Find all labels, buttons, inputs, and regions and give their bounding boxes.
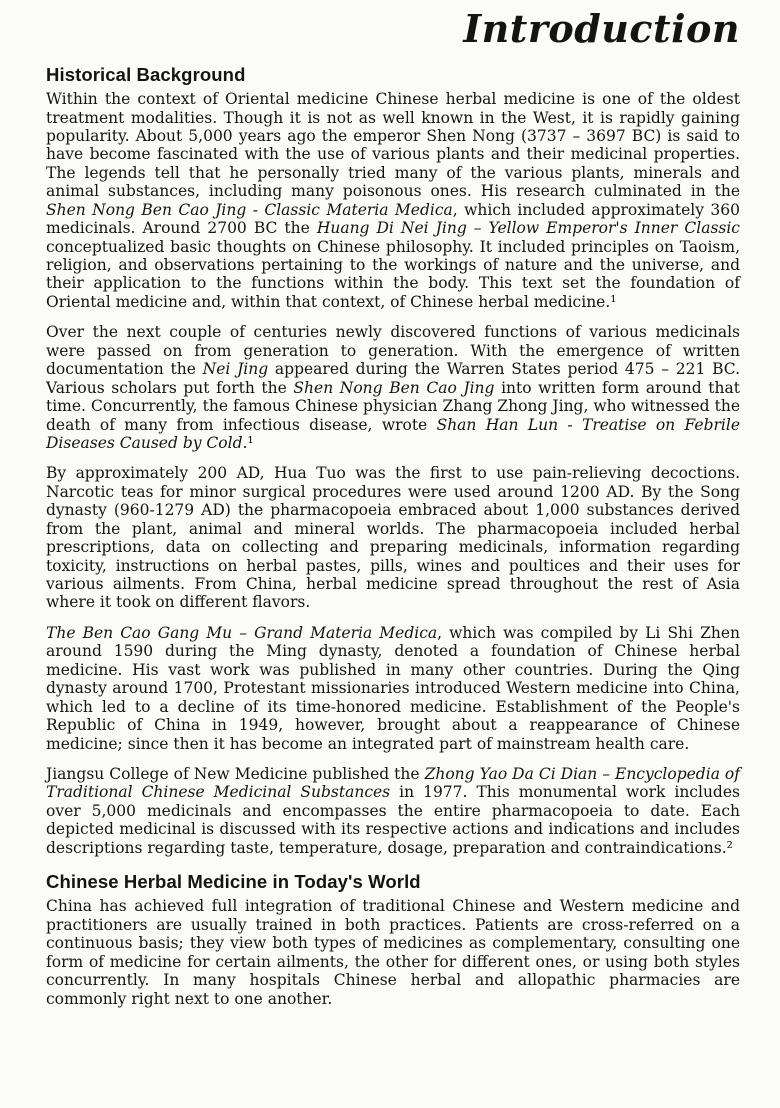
text-segment: Within the context of Oriental medicine Chinese herbal medicine is one of the oldest treatment modalities. Though it is not as well known in the West, it is rapidly gaining popularity. About 5,000 years ago the emperor Shen Nong (3737 – 3697 BC) is said to have become fascinated with the use of various plants and their medicinal properties. The legends tell that he personally tried many of the various plants, minerals and animal substances, including many poisonous ones. His research culminated in the bbox=[46, 90, 740, 201]
paragraph-historical-5 bbox=[46, 765, 740, 857]
book-title-italic: Zhong Yao Da Ci Dian – Encyclopedia of Traditional Chinese Medicinal Substances bbox=[46, 764, 740, 802]
paragraph-historical-3 bbox=[46, 464, 740, 612]
text-segment: .¹ bbox=[242, 433, 254, 452]
book-title-italic: Huang Di Nei Jing – Yellow Emperor's Inner Classic bbox=[316, 219, 740, 238]
text-segment: China has achieved full integration of traditional Chinese and Western medicine and practitioners are usually trained in both practices. Patients are cross-referred on a continuous basis; they view both types of medicines as complementary, consulting one form of medicine for certain ailments, the other for different ones, or using both styles concurrently. In many hospitals Chinese herbal and allopathic pharmacies are commonly right next to one another. bbox=[46, 897, 740, 1008]
text-segment: appeared during the Warren States period 475 – 221 BC. Various scholars put forth the bbox=[46, 360, 741, 397]
book-title-italic: Shen Nong Ben Cao Jing bbox=[293, 378, 495, 397]
text-segment: , which was compiled by Li Shi Zhen around 1590 during the Ming dynasty, denoted a foundation of Chinese herbal medicine. His vast work was published in many other countries. During the Qing dynasty around 1700, Protestant missionaries introduced Western medicine into China, which led to a decline of its time-honored medicine. Establishment of the People's Republic of China in 1949, however, brought about a reappearance of Chinese medicine; since then it has become an integrated part of mainstream health care. bbox=[46, 623, 740, 753]
page-title: Introduction bbox=[463, 6, 740, 51]
text-segment: Over the next couple of centuries newly discovered functions of various medicinals were passed on from generation to generation. With the emergence of written documentation the bbox=[46, 323, 740, 379]
book-title-italic: Shen Nong Ben Cao Jing - Classic Materia Medica bbox=[46, 200, 453, 219]
section-heading-todays-world: Chinese Herbal Medicine in Today's World bbox=[46, 871, 421, 893]
section-heading-historical-background: Historical Background bbox=[46, 63, 246, 85]
paragraph-historical-4 bbox=[46, 624, 740, 753]
text-segment: Jiangsu College of New Medicine published the bbox=[46, 764, 425, 783]
section-historical-background bbox=[46, 64, 740, 857]
paragraph-historical-1 bbox=[46, 90, 740, 311]
text-segment: in 1977. This monumental work includes over 5,000 medicinals and encompasses the entire pharmacopoeia to date. Each depicted medicinal is discussed with its respective actions and indications and includes descriptions regarding taste, temperature, dosage, preparation and contraindications.² bbox=[46, 783, 740, 857]
text-segment: , which included approximately 360 medicinals. Around 2700 BC the bbox=[46, 200, 740, 238]
section-chinese-herbal-medicine-today bbox=[46, 871, 740, 1008]
paragraph-todays-world-1 bbox=[46, 897, 740, 1008]
book-title-italic: Nei Jing bbox=[202, 360, 269, 379]
text-segment: conceptualized basic thoughts on Chinese philosophy. It included principles on Taoism, religion, and observations pertaining to the workings of nature and the universe, and their application to the functions within the body. This text set the foundation of Oriental medicine and, within that context, of Chinese herbal medicine.¹ bbox=[46, 237, 740, 311]
text-segment: into written form around that time. Concurrently, the famous Chinese physician Zhang Zhong Jing, who witnessed the death of many from infectious disease, wrote bbox=[46, 378, 740, 434]
book-title-italic: The Ben Cao Gang Mu – Grand Materia Medica bbox=[46, 623, 438, 642]
book-title-italic: Shan Han Lun - Treatise on Febrile Diseases Caused by Cold bbox=[46, 415, 740, 452]
text-segment: By approximately 200 AD, Hua Tuo was the first to use pain-relieving decoctions. Narcotic teas for minor surgical procedures were used around 1200 AD. By the Song dynasty (960-1279 AD) the pharmacopoeia embraced about 1,000 substances derived from the plant, animal and mineral worlds. The pharmacopoeia included herbal prescriptions, data on collecting and preparing medicinals, information regarding toxicity, instructions on herbal pastes, pills, wines and poultices and their uses for various ailments. From China, herbal medicine spread throughout the rest of Asia where it took on different flavors. bbox=[46, 464, 740, 612]
paragraph-historical-2 bbox=[46, 323, 740, 452]
